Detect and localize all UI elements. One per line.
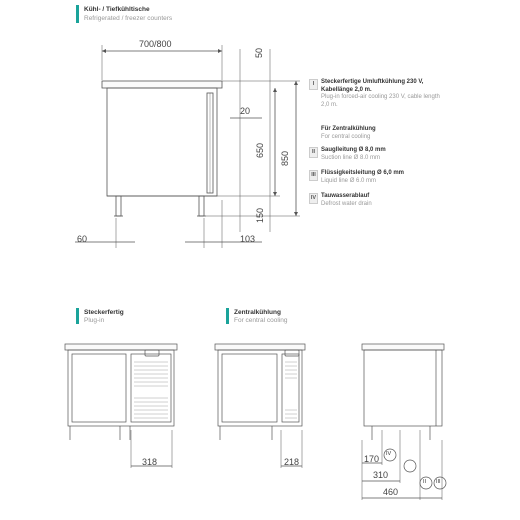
- dim-left-leg: 60: [77, 234, 88, 244]
- legend-item-1-en: Plug-in forced-air cooling 230 V, cable length 2,0 m.: [321, 94, 440, 108]
- dim-width: 700/800: [139, 39, 172, 49]
- dim-right-leg: 103: [240, 234, 256, 244]
- side-circle-iii: III: [436, 479, 441, 485]
- legend-badge-4: IV: [309, 193, 318, 204]
- side-dim-310: 310: [373, 470, 389, 480]
- header-title-de: Kühl- / Tiefkühltische: [84, 6, 150, 13]
- legend-item-3-en: Liquid line Ø 6.0 mm: [321, 177, 377, 184]
- legend-item-2-de: Sauglleitung Ø 8,0 mm: [321, 147, 386, 153]
- plugin-dim: 318: [142, 457, 158, 467]
- side-circle-ii: II: [423, 479, 427, 485]
- plugin-title-en: Plug-in: [84, 317, 105, 324]
- central-title-en: For central cooling: [234, 317, 288, 324]
- legend-item-3-de: Flüssigkeitsleitung Ø 6,0 mm: [321, 170, 405, 176]
- legend-central-de: Für Zentralkühlung: [321, 126, 376, 132]
- side-dim-460: 460: [383, 487, 399, 497]
- dim-total-height: 850: [280, 150, 290, 166]
- plugin-title-de: Steckerfertig: [84, 309, 124, 316]
- header-title-en: Refrigerated / freezer counters: [84, 15, 173, 22]
- legend-item-2-en: Suction line Ø 8.0 mm: [321, 154, 381, 161]
- legend-item-4-en: Defrost water drain: [321, 200, 372, 207]
- side-dim-170: 170: [364, 454, 380, 464]
- legend-badge-3: III: [309, 170, 318, 181]
- legend-badge-1: I: [309, 79, 318, 90]
- dim-leg-height: 150: [255, 207, 265, 223]
- legend-item-4-de: Tauwasserablauf: [321, 193, 370, 199]
- side-circle-iv: IV: [386, 451, 392, 457]
- central-title-de: Zentralkühlung: [234, 309, 281, 316]
- dim-door-offset: 20: [240, 106, 251, 116]
- central-dim: 218: [284, 457, 300, 467]
- dim-inner-height: 650: [255, 142, 265, 158]
- legend-central-en: For central cooling: [321, 133, 371, 140]
- legend-badge-2: II: [309, 147, 318, 158]
- dim-top-height: 50: [254, 47, 264, 58]
- legend-item-1-de: Steckerfertige Umluftkühlung 230 V, Kabellänge 2,0 m.: [321, 79, 424, 93]
